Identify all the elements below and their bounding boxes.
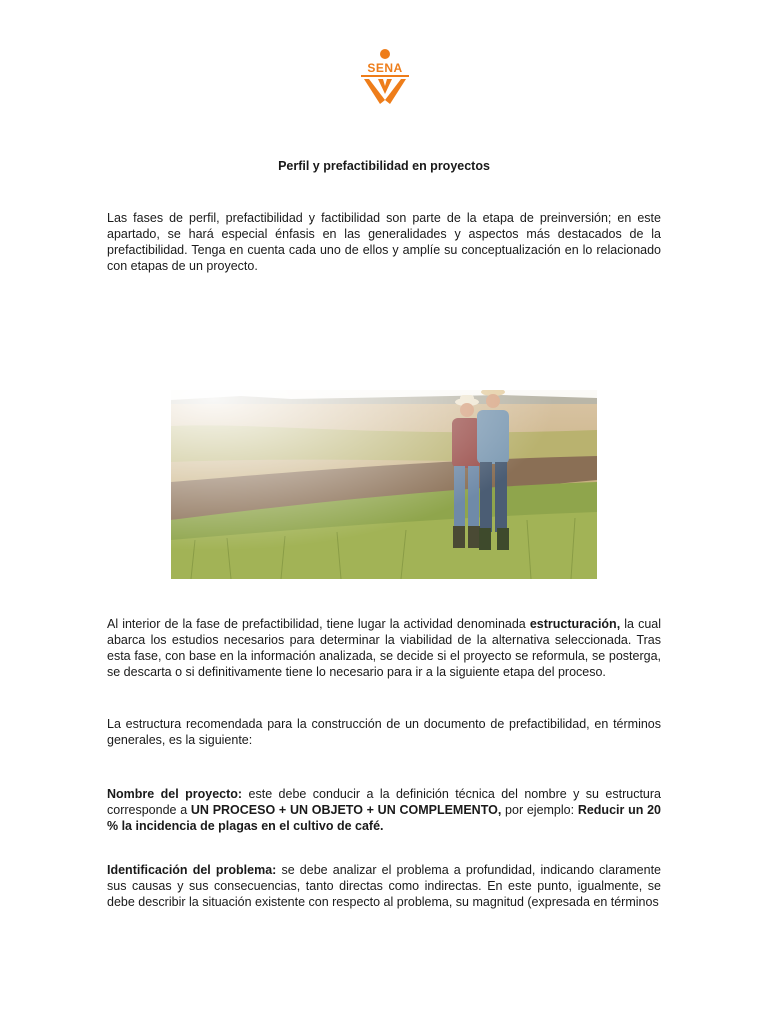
sena-emblem-icon bbox=[356, 48, 414, 106]
problema-label: Identificación del problema: bbox=[107, 863, 277, 877]
nombre-proyecto-formula: UN PROCESO + UN OBJETO + UN COMPLEMENTO, bbox=[190, 803, 502, 817]
nombre-proyecto-text-2: por ejemplo: bbox=[501, 803, 578, 817]
intro-paragraph: Las fases de perfil, prefactibilidad y factibilidad son parte de la etapa de preinversión; en este apartado, se hará especial énfasis en las generalidades y aspectos más destacados de la prefactibilidad. Tenga en cuenta cada uno de ellos y amplíe su conceptualización en lo relacionado con etapas de un proyecto. bbox=[107, 211, 661, 273]
nombre-proyecto-label: Nombre del proyecto: bbox=[107, 787, 243, 801]
estructuracion-text-after: la cual abarca los estudios necesarios para determinar la viabilidad de la alternativa seleccionada. Tras esta fase, con base en la información analizada, se decide si el proyecto se reformula, se posterga, se descarta o si definitivamente tiene lo necesario para ir a la siguiente etapa del proceso. bbox=[107, 617, 661, 679]
nombre-proyecto-paragraph bbox=[107, 786, 661, 834]
estructuracion-text-before: Al interior de la fase de prefactibilidad, tiene lugar la actividad denominada bbox=[107, 617, 530, 631]
estructuracion-term: estructuración, bbox=[529, 617, 621, 631]
estructuracion-paragraph bbox=[107, 616, 661, 680]
sena-logo bbox=[356, 48, 414, 106]
estructura-paragraph: La estructura recomendada para la construcción de un documento de prefactibilidad, en términos generales, es la siguiente: bbox=[107, 717, 661, 747]
nombre-proyecto-text: este debe conducir a la definición técnica del nombre y su estructura corresponde a bbox=[107, 787, 662, 817]
problema-paragraph bbox=[107, 862, 661, 910]
page-title: Perfil y prefactibilidad en proyectos bbox=[278, 159, 490, 173]
farmers-field-photo bbox=[171, 390, 597, 579]
logo-text: SENA bbox=[367, 61, 403, 75]
nombre-proyecto-example: Reducir un 20 % la incidencia de plagas en el cultivo de café. bbox=[107, 803, 661, 833]
problema-text: se debe analizar el problema a profundidad, indicando claramente sus causas y sus consecuencias, tanto directas como indirectas. En este punto, igualmente, se debe describir la situación existente con respecto al problema, su magnitud (expresada en términos bbox=[107, 863, 661, 909]
